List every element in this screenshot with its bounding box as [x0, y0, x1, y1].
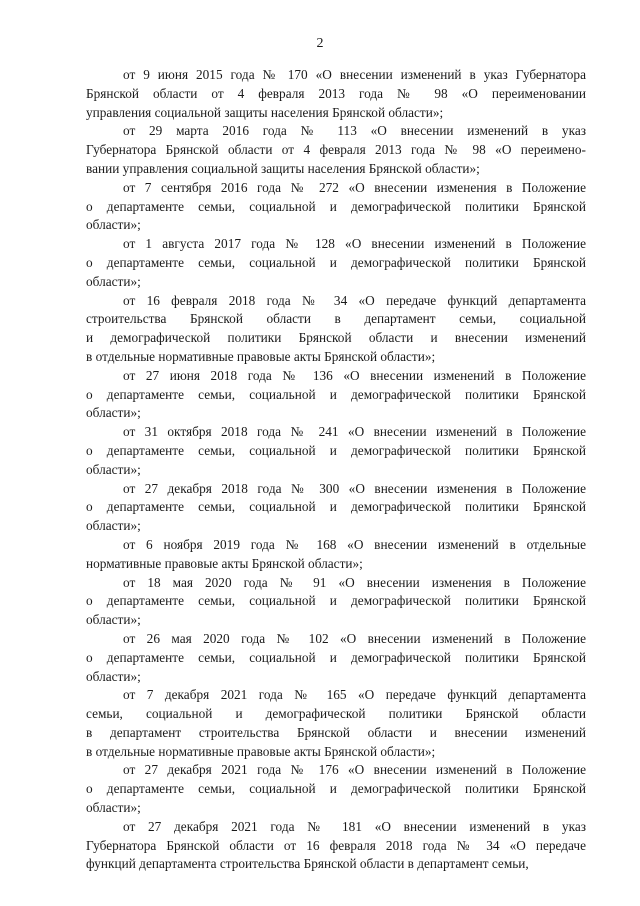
text-line: в департамент строительства Брянской области и внесении изменений [86, 724, 586, 740]
text-line: области»; [86, 217, 141, 233]
paragraph [86, 423, 586, 479]
text-line: строительства Брянской области в департамент семьи, социальной [86, 311, 586, 327]
text-line: от 9 июня 2015 года № 170 «О внесении изменений в указ Губернатора [123, 67, 586, 82]
text-line: о департаменте семьи, социальной и демографической политики Брянской [86, 442, 586, 458]
text-line: области»; [86, 668, 141, 684]
paragraph [86, 818, 586, 874]
paragraph [86, 292, 586, 367]
paragraph [86, 179, 586, 235]
body-text [86, 66, 586, 874]
text-line: и демографической политики Брянской области и внесении изменений [86, 330, 586, 346]
text-line: в отдельные нормативные правовые акты Брянской области»; [86, 743, 436, 759]
paragraph [86, 630, 586, 686]
text-line: Губернатора Брянской области от 4 февраля 2013 года № 98 «О переимено- [86, 142, 586, 158]
text-line: от 27 июня 2018 года № 136 «О внесении изменений в Положение [123, 367, 586, 383]
text-line: Брянской области от 4 февраля 2013 года № 98 «О переименовании [86, 85, 586, 101]
text-line: области»; [86, 518, 141, 534]
text-line: о департаменте семьи, социальной и демографической политики Брянской [86, 649, 586, 665]
text-line: от 6 ноября 2019 года № 168 «О внесении изменений в отдельные [123, 536, 586, 552]
text-line: от 27 декабря 2021 года № 181 «О внесении изменений в указ [123, 818, 586, 834]
text-line: семьи, социальной и демографической политики Брянской области [86, 706, 586, 722]
text-line: области»; [86, 461, 141, 477]
text-line: от 18 мая 2020 года № 91 «О внесении изменения в Положение [123, 574, 586, 590]
text-line: о департаменте семьи, социальной и демографической политики Брянской [86, 593, 586, 609]
text-line: от 7 сентября 2016 года № 272 «О внесении изменения в Положение [123, 179, 586, 195]
text-line: в отдельные нормативные правовые акты Брянской области»; [86, 348, 436, 364]
paragraph [86, 536, 586, 574]
text-line: вании управления социальной защиты населения Брянской области»; [86, 160, 480, 176]
paragraph [86, 574, 586, 630]
text-line: от 26 мая 2020 года № 102 «О внесении изменений в Положение [123, 630, 586, 646]
text-line: области»; [86, 800, 141, 816]
text-line: от 31 октября 2018 года № 241 «О внесении изменений в Положение [123, 424, 586, 440]
text-line: области»; [86, 612, 141, 628]
paragraph [86, 235, 586, 291]
text-line: от 27 декабря 2018 года № 300 «О внесении изменения в Положение [123, 480, 586, 496]
text-line: Губернатора Брянской области от 16 февраля 2018 года № 34 «О передаче [86, 837, 586, 853]
text-line: о департаменте семьи, социальной и демографической политики Брянской [86, 254, 586, 270]
text-line: от 7 декабря 2021 года № 165 «О передаче функций департамента [123, 687, 586, 703]
paragraph [86, 122, 586, 178]
text-line: от 16 февраля 2018 года № 34 «О передаче функций департамента [123, 292, 586, 308]
text-line: о департаменте семьи, социальной и демографической политики Брянской [86, 386, 586, 402]
paragraph [86, 367, 586, 423]
text-line: от 29 марта 2016 года № 113 «О внесении изменений в указ [123, 123, 586, 139]
text-line: функций департамента строительства Брянской области в департамент семьи, [86, 856, 529, 872]
text-line: о департаменте семьи, социальной и демографической политики Брянской [86, 781, 586, 797]
text-line: от 27 декабря 2021 года № 176 «О внесении изменений в Положение [123, 762, 586, 778]
paragraph [86, 761, 586, 817]
paragraph [86, 66, 586, 122]
text-line: управления социальной защиты населения Брянской области»; [86, 104, 444, 120]
page-number: 2 [316, 36, 324, 51]
text-line: о департаменте семьи, социальной и демографической политики Брянской [86, 198, 586, 214]
paragraph [86, 686, 586, 761]
text-line: области»; [86, 405, 141, 421]
text-line: области»; [86, 273, 141, 289]
text-line: о департаменте семьи, социальной и демографической политики Брянской [86, 499, 586, 515]
text-line: нормативные правовые акты Брянской области»; [86, 555, 363, 571]
text-line: от 1 августа 2017 года № 128 «О внесении изменений в Положение [123, 236, 586, 252]
paragraph [86, 480, 586, 536]
